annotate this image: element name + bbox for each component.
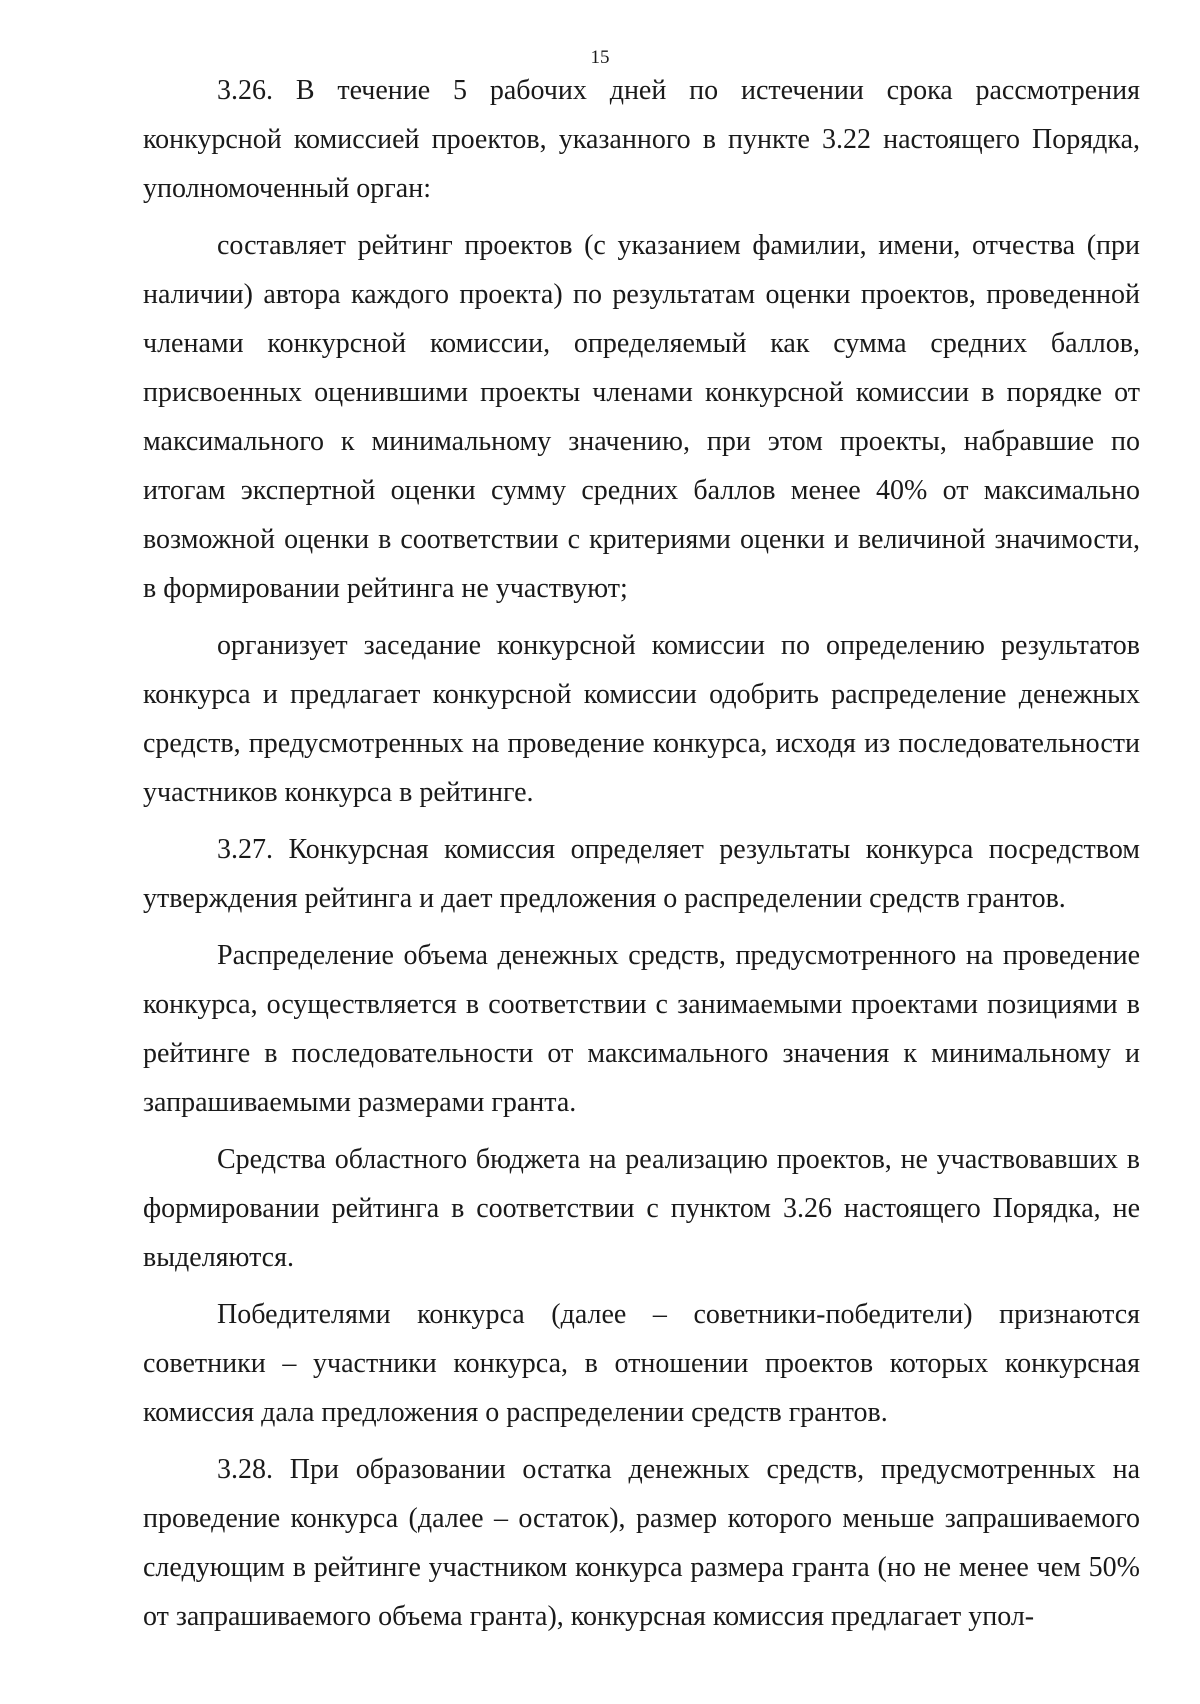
paragraph-distribution: Распределение объема денежных средств, предусмотренного на проведение конкурса, осуществляется в соответствии с занимаемыми проектами позициями в рейтинге в последовательности от максимального значения к минимальному и запрашиваемыми размерами гранта.	[143, 940, 1140, 1118]
paragraph-3-26: 3.26. В течение 5 рабочих дней по истечении срока рассмотрения конкурсной комиссией проектов, указанного в пункте 3.22 настоящего Порядка, уполномоченный орган:	[143, 75, 1140, 204]
paragraph-rating: составляет рейтинг проектов (с указанием фамилии, имени, отчества (при наличии) автора каждого проекта) по результатам оценки проектов, проведенной членами конкурсной комиссии, определяемый как сумма средних баллов, присвоенных оценившими проекты членами конкурсной комиссии в порядке от максимального к минимальному значению, при этом проекты, набравшие по итогам экспертной оценки сумму средних баллов менее 40% от максимально возможной оценки в соответствии с критериями оценки и величиной значимости, в формировании рейтинга не участвуют;	[143, 230, 1140, 604]
paragraph-budget: Средства областного бюджета на реализацию проектов, не участвовавших в формировании рейтинга в соответствии с пунктом 3.26 настоящего Порядка, не выделяются.	[143, 1144, 1140, 1273]
paragraph-3-27: 3.27. Конкурсная комиссия определяет результаты конкурса посредством утверждения рейтинга и дает предложения о распределении средств грантов.	[143, 834, 1140, 914]
paragraph-winners: Победителями конкурса (далее – советники-победители) признаются советники – участники конкурса, в отношении проектов которых конкурсная комиссия дала предложения о распределении средств грантов.	[143, 1299, 1140, 1428]
paragraph-3-28: 3.28. При образовании остатка денежных средств, предусмотренных на проведение конкурса (далее – остаток), размер которого меньше запрашиваемого следующим в рейтинге участником конкурса размера гранта (но не менее чем 50% от запрашиваемого объема гранта), конкурсная комиссия предлагает упол-	[143, 1454, 1140, 1632]
paragraph-meeting: организует заседание конкурсной комиссии по определению результатов конкурса и предлагает конкурсной комиссии одобрить распределение денежных средств, предусмотренных на проведение конкурса, исходя из последовательности участников конкурса в рейтинге.	[143, 630, 1140, 808]
page-number: 15	[590, 47, 610, 68]
document-body	[143, 66, 1140, 1641]
